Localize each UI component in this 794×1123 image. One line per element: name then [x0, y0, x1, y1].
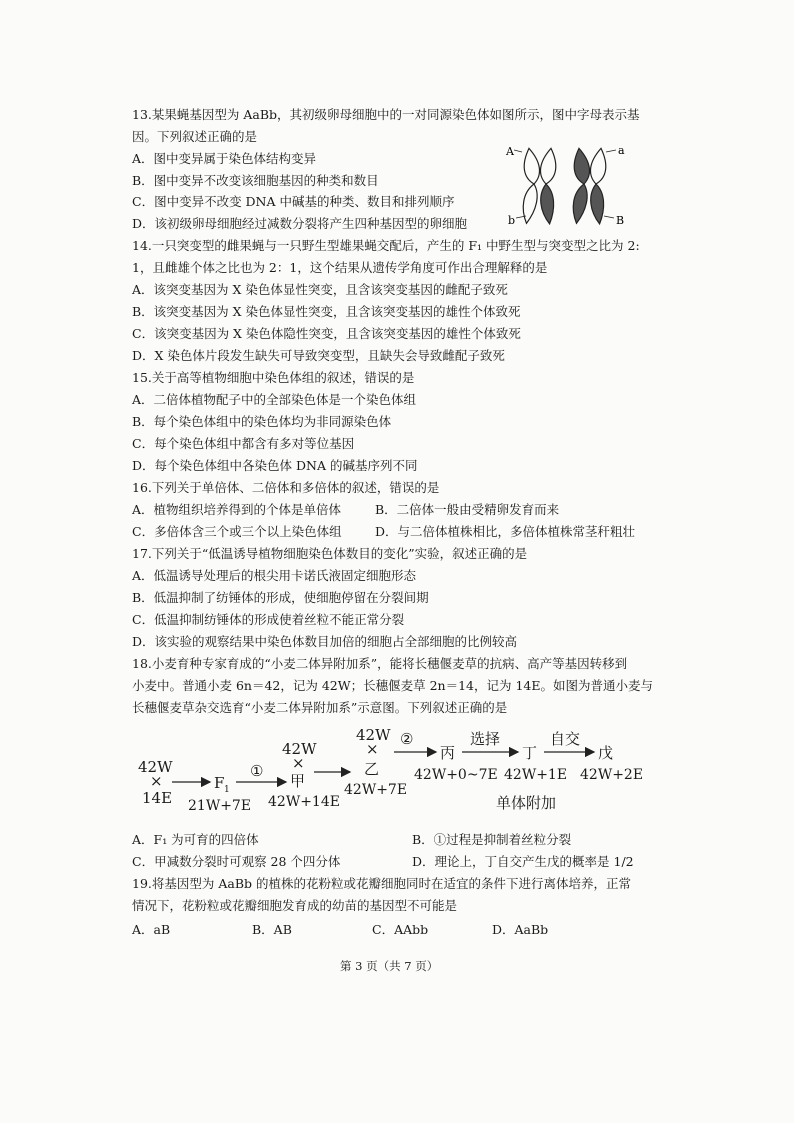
q18-stem-2: 小麦中。普通小麦 6n＝42，记为 42W；长穗偃麦草 2n＝14，记为 14E。如图为普通小麦与	[132, 678, 653, 693]
q16-option-b: B．二倍体一般由受精卵发育而来	[375, 502, 560, 517]
jia-genome: 42W+14E	[268, 794, 340, 810]
selfing-label: 自交	[550, 730, 581, 748]
yi-genome: 42W+7E	[344, 782, 408, 798]
chromosome-left	[514, 147, 558, 224]
q13-option-a: A．图中变异属于染色体结构变异	[132, 151, 317, 166]
q13-stem-1: 13.某果蝇基因型为 AaBb，其初级卵母细胞中的一对同源染色体如图所示，图中字母表示基	[132, 107, 640, 122]
f1-subscript: 1	[224, 785, 230, 795]
q18-stem-1: 18.小麦育种专家育成的“小麦二体异附加系”，能将长穗偃麦草的抗病、高产等基因转移到	[132, 656, 628, 671]
yi-label: 乙	[364, 760, 380, 778]
f1-label: F	[214, 774, 225, 792]
page-footer: 第 3 页（共 7 页）	[340, 959, 439, 973]
q15-option-d: D．每个染色体组中各染色体 DNA 的碱基序列不同	[132, 458, 418, 473]
yi-parent: 42W	[356, 726, 391, 744]
q17-option-b: B．低温抑制了纺锤体的形成，使细胞停留在分裂间期	[132, 590, 429, 605]
q13-option-c: C．图中变异不改变 DNA 中碱基的种类、数目和排列顺序	[132, 194, 455, 209]
q15-option-a: A．二倍体植物配子中的全部染色体是一个染色体组	[132, 392, 417, 407]
q14-option-d: D．X 染色体片段发生缺失可导致突变型，且缺失会导致雌配子致死	[132, 348, 505, 363]
q18-option-a: A．F₁ 为可育的四倍体	[132, 832, 259, 847]
step-1-label: ①	[250, 762, 264, 780]
q16-option-d: D．与二倍体植株相比，多倍体植株常茎秆粗壮	[375, 524, 636, 539]
q14-option-c: C．该突变基因为 X 染色体隐性突变，且含该突变基因的雄性个体致死	[132, 326, 521, 341]
bing-label: 丙	[440, 744, 456, 762]
jia-label: 甲	[290, 772, 306, 790]
q17-option-d: D．该实验的观察结果中染色体数目加倍的细胞占全部细胞的比例较高	[132, 634, 518, 649]
q16-stem: 16.下列关于单倍体、二倍体和多倍体的叙述，错误的是	[132, 480, 440, 495]
q19-option-d: D．AaBb	[492, 922, 549, 937]
q13-stem-2: 因。下列叙述正确的是	[132, 129, 258, 144]
label-B: B	[616, 214, 625, 227]
jia-parent: 42W	[282, 740, 317, 758]
wu-label: 戊	[598, 744, 614, 762]
select-label: 选择	[470, 730, 501, 748]
monosomic-addition-caption: 单体附加	[496, 794, 557, 812]
q15-option-b: B．每个染色体组中的染色体均为非同源染色体	[132, 414, 392, 429]
ding-label: 丁	[522, 744, 538, 762]
q16-option-a: A．植物组织培养得到的个体是单倍体	[132, 502, 342, 517]
q18-option-c: C．甲减数分裂时可观察 28 个四分体	[132, 854, 341, 869]
q19-option-c: C．AAbb	[372, 922, 429, 937]
q14-stem-1: 14.一只突变型的雌果蝇与一只野生型雄果蝇交配后，产生的 F₁ 中野生型与突变型之比为 2:	[132, 238, 640, 253]
cross-symbol-3: ×	[366, 740, 379, 758]
q13-option-b: B．图中变异不改变该细胞基因的种类和数目	[132, 173, 379, 188]
q18-option-d: D．理论上，丁自交产生戊的概率是 1/2	[412, 854, 634, 869]
q17-option-a: A．低温诱导处理后的根尖用卡诺氏液固定细胞形态	[132, 568, 417, 583]
step-2-label: ②	[400, 730, 414, 748]
q14-stem-2: 1，且雌雄个体之比也为 2：1，这个结果从遗传学角度可作出合理解释的是	[132, 260, 548, 275]
ding-genome: 42W+1E	[504, 767, 568, 783]
breeding-diagram	[130, 722, 670, 822]
q17-option-c: C．低温抑制纺锤体的形成使着丝粒不能正常分裂	[132, 612, 405, 627]
q14-option-a: A．该突变基因为 X 染色体显性突变，且含该突变基因的雌配子致死	[132, 282, 508, 297]
q19-stem-2: 情况下，花粉粒或花瓣细胞发育成的幼苗的基因型不可能是	[132, 898, 458, 913]
q14-option-b: B．该突变基因为 X 染色体显性突变，且含该突变基因的雄性个体致死	[132, 304, 521, 319]
q18-option-b: B．①过程是抑制着丝粒分裂	[412, 832, 572, 847]
cross-symbol-2: ×	[292, 754, 305, 772]
parent-wheat: 42W	[138, 758, 173, 776]
q19-option-a: A．aB	[132, 922, 171, 937]
wu-genome: 42W+2E	[580, 767, 644, 783]
bing-genome: 42W+0~7E	[414, 767, 498, 783]
q15-stem: 15.关于高等植物细胞中染色体组的叙述，错误的是	[132, 370, 415, 385]
label-b: b	[508, 214, 516, 227]
q15-option-c: C．每个染色体组中都含有多对等位基因	[132, 436, 355, 451]
chromosome-figure	[500, 138, 640, 230]
q19-option-b: B．AB	[252, 922, 292, 937]
q16-option-c: C．多倍体含三个或三个以上染色体组	[132, 524, 342, 539]
q17-stem: 17.下列关于“低温诱导植物细胞染色体数目的变化”实验，叙述正确的是	[132, 546, 528, 561]
cross-symbol-1: ×	[150, 772, 163, 790]
f1-genome: 21W+7E	[188, 798, 252, 814]
chromosome-right	[571, 147, 616, 224]
parent-wheatgrass: 14E	[142, 789, 173, 807]
q18-stem-3: 长穗偃麦草杂交选育“小麦二体异附加系”示意图。下列叙述正确的是	[132, 700, 508, 715]
label-a: a	[618, 144, 625, 157]
q19-stem-1: 19.将基因型为 AaBb 的植株的花粉粒或花瓣细胞同时在适宜的条件下进行离体培养，正常	[132, 876, 631, 891]
label-A: A	[506, 145, 514, 158]
q13-option-d: D．该初级卵母细胞经过减数分裂将产生四种基因型的卵细胞	[132, 216, 468, 231]
